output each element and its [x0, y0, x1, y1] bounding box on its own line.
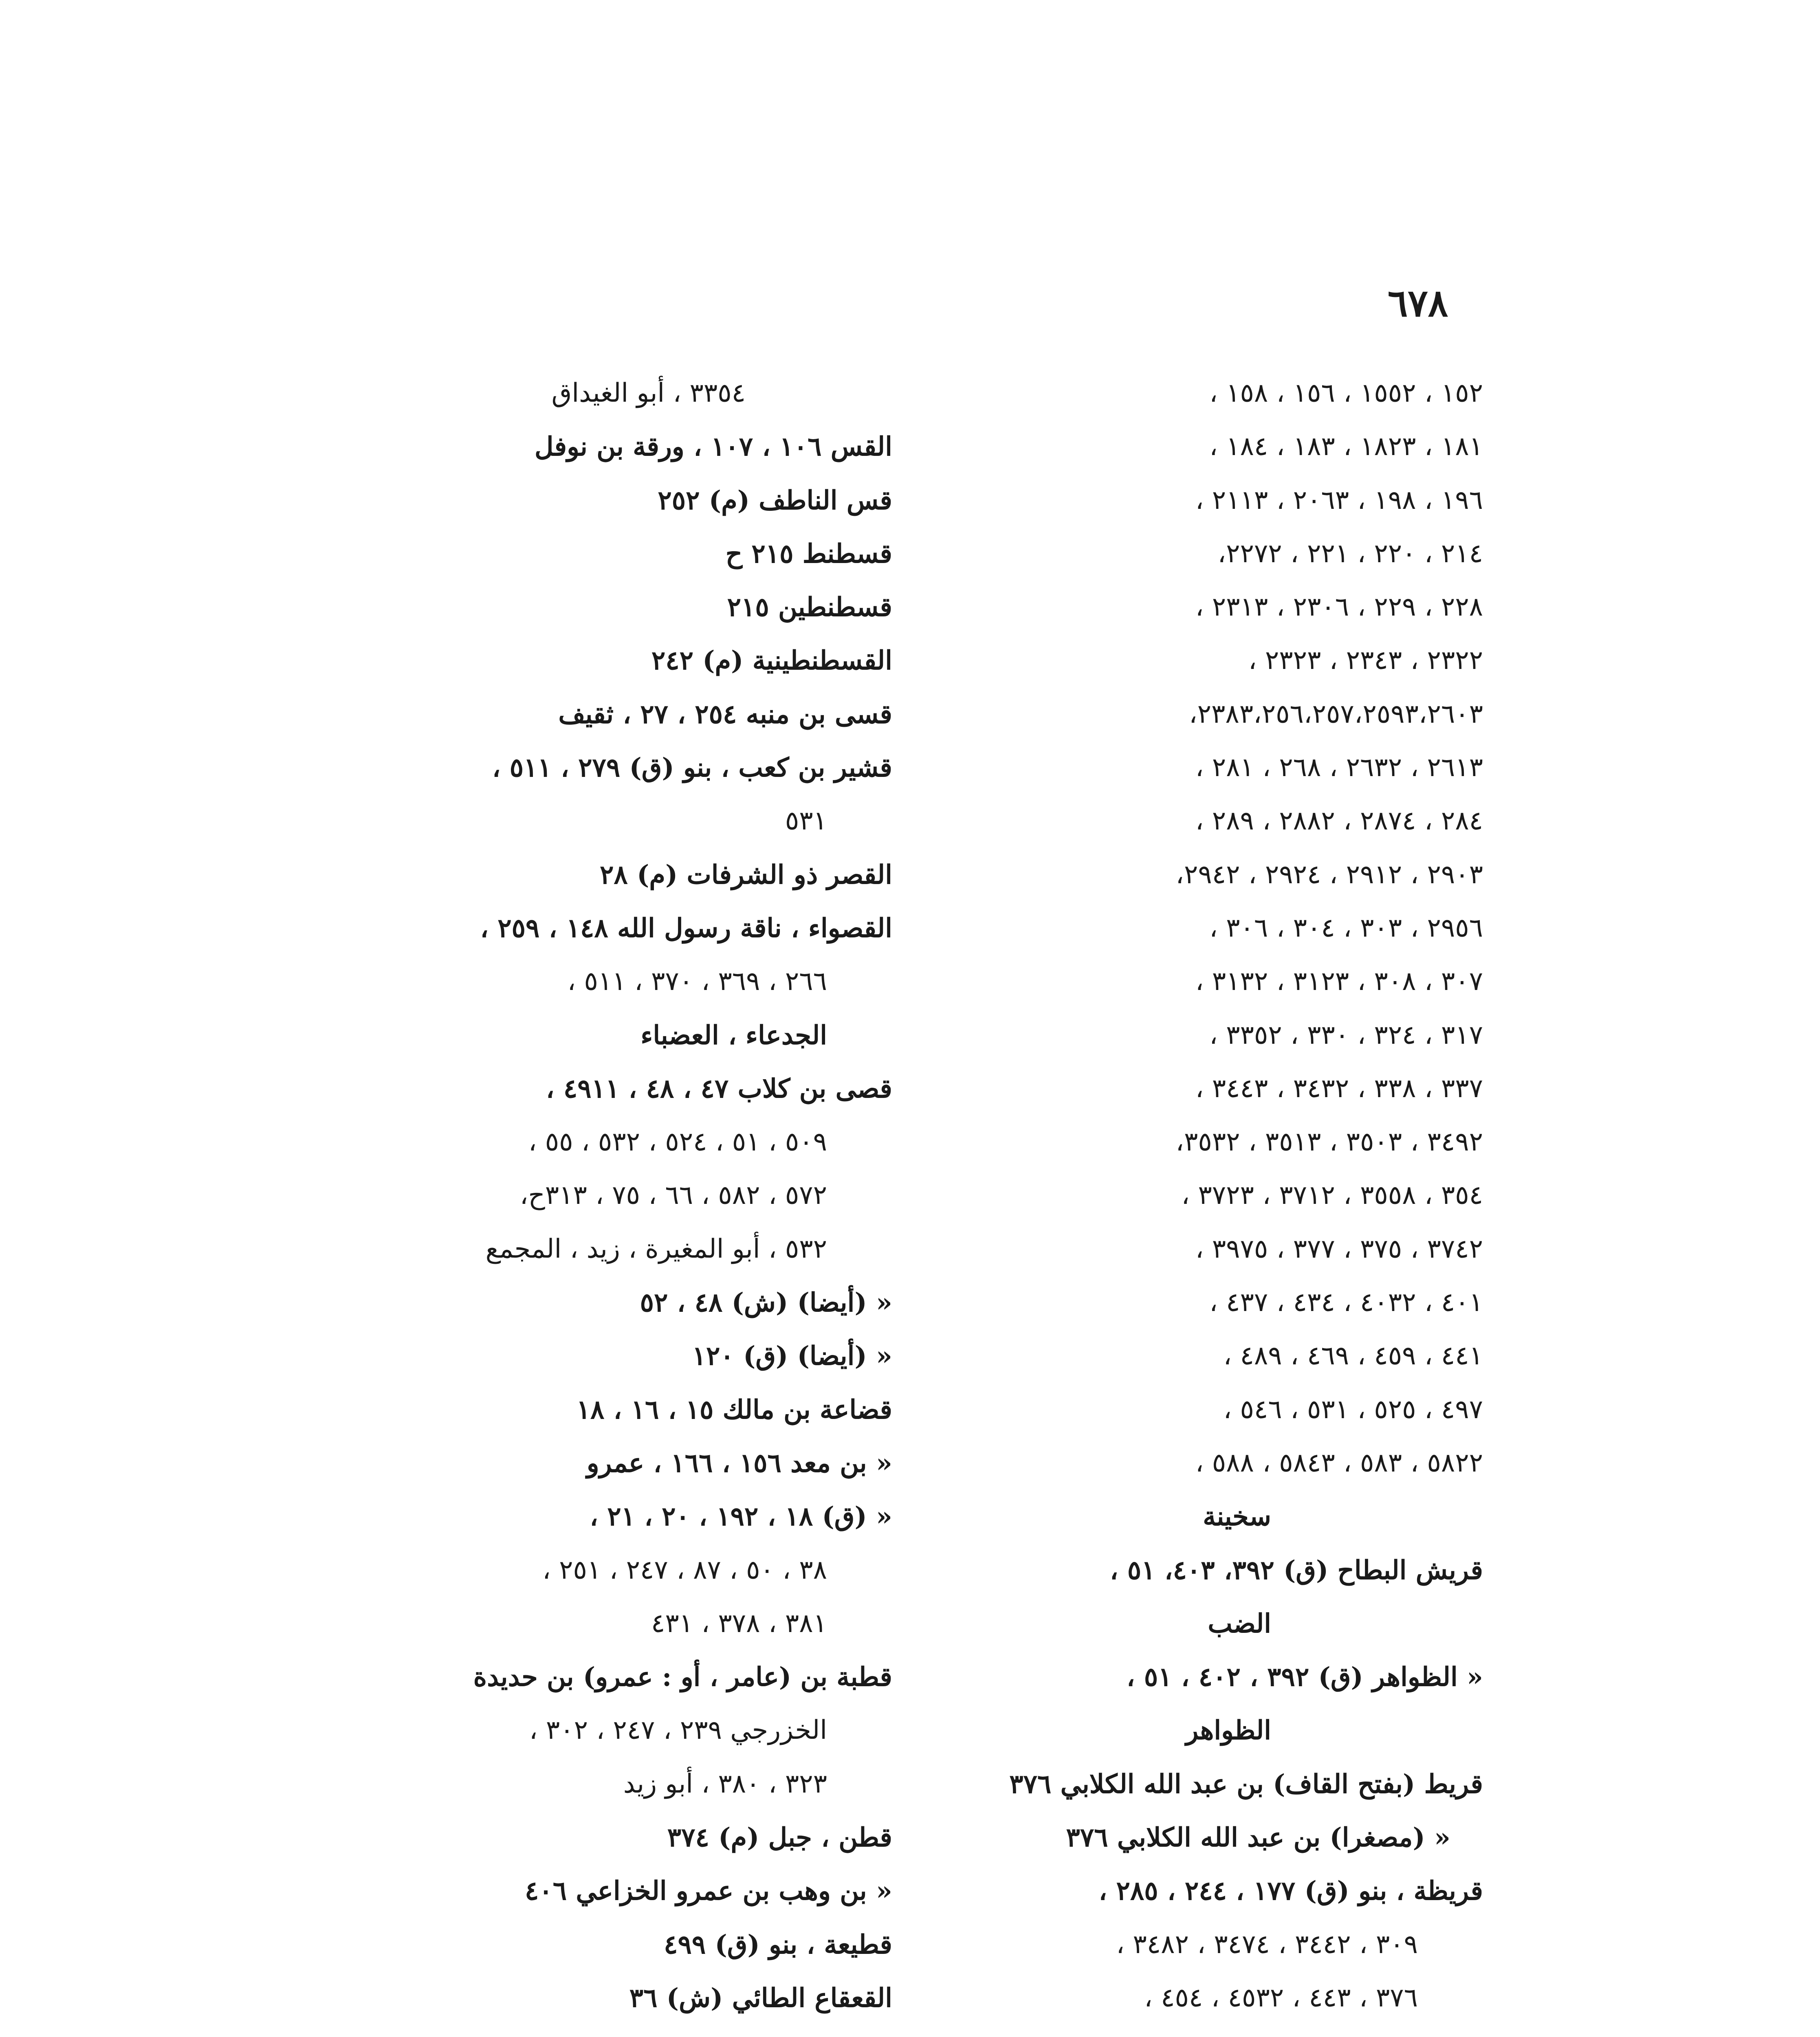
- index-line: ٥٣٢ ، أبو المغيرة ، زيد ، المجمع: [485, 1234, 827, 1264]
- index-entry: قشير بن كعب ، بنو (ق) ٢٧٩ ، ٥١١ ،: [492, 752, 892, 783]
- index-entry: « بن وهب بن عمرو الخزاعي ٤٠٦: [525, 1876, 892, 1907]
- index-cross-reference: سخينة: [1203, 1501, 1271, 1532]
- index-line: ٢٣٨٣،٢٥٦،٢٥٧،٢٥٩٣،٢٦٠٣،: [1188, 699, 1483, 729]
- index-line: ٢١٤ ، ٢٢٠ ، ٢٢١ ، ٢٢٧٢،: [1217, 538, 1483, 569]
- index-cross-reference: الجدعاء ، العضباء: [640, 1020, 827, 1051]
- index-entry: القصر ذو الشرفات (م) ٢٨: [600, 859, 892, 890]
- index-line: ٥٠٩ ، ٥١ ، ٥٢٤ ، ٥٣٢ ، ٥٥ ،: [528, 1127, 827, 1157]
- index-line: ٢٣٢٢ ، ٢٣٤٣ ، ٢٣٢٣ ،: [1248, 645, 1483, 676]
- index-line: ٣٨ ، ٥٠ ، ٨٧ ، ٢٤٧ ، ٢٥١ ،: [542, 1555, 827, 1585]
- index-line: ٢٢٨ ، ٢٢٩ ، ٢٣٠٦ ، ٢٣١٣ ،: [1195, 592, 1483, 623]
- index-line: ٢٦٦ ، ٣٦٩ ، ٣٧٠ ، ٥١١ ،: [567, 966, 827, 997]
- index-column-right: [945, 367, 1483, 2037]
- index-line: ٢٩٥٦ ، ٣٠٣ ، ٣٠٤ ، ٣٠٦ ،: [1209, 913, 1483, 943]
- index-entry: القسطنطينية (م) ٢٤٢: [651, 645, 892, 676]
- index-entry: « (ق) ١٨ ، ١٩٢ ، ٢٠ ، ٢١ ،: [590, 1501, 892, 1532]
- index-line: ٣٣٧ ، ٣٣٨ ، ٣٤٣٢ ، ٣٤٤٣ ،: [1195, 1073, 1483, 1104]
- index-entry: « الظواهر (ق) ٣٩٢ ، ٤٠٢ ، ٥١ ،: [1126, 1662, 1483, 1693]
- index-line: الخزرجي ٢٣٩ ، ٢٤٧ ، ٣٠٢ ،: [529, 1715, 827, 1746]
- index-line: ٣٤٩٢ ، ٣٥٠٣ ، ٣٥١٣ ، ٣٥٣٢،: [1175, 1127, 1483, 1157]
- index-line: ١٨١ ، ١٨٢٣ ، ١٨٣ ، ١٨٤ ،: [1209, 431, 1483, 462]
- index-entry: قسطنط ٢١٥ ح: [725, 538, 892, 569]
- index-entry: القصواء ، ناقة رسول الله ١٤٨ ، ٢٥٩ ،: [480, 913, 892, 944]
- index-entry: [354, 2025, 892, 2037]
- index-entry: القس ١٠٦ ، ١٠٧ ، ورقة بن نوفل: [535, 431, 892, 462]
- index-entry: قصى بن كلاب ٤٧ ، ٤٨ ، ٤٩١١ ،: [546, 1073, 892, 1104]
- index-entry: قضاعة بن مالك ١٥ ، ١٦ ، ١٨: [576, 1394, 892, 1425]
- index-line: ٣٧٤٢ ، ٣٧٥ ، ٣٧٧ ، ٣٩٧٥ ،: [1195, 1234, 1483, 1264]
- index-entry: قطبة بن (عامر ، أو : عمرو) بن حديدة: [473, 1662, 892, 1693]
- index-cross-reference: الظواهر: [1186, 1715, 1271, 1746]
- index-entry: قطيعة ، بنو (ق) ٤٩٩: [664, 1929, 892, 1960]
- index-line: ٣٣٥٤ ، أبو الغيداق: [551, 378, 746, 408]
- index-line: ٣٥٤ ، ٣٥٥٨ ، ٣٧١٢ ، ٣٧٢٣ ،: [1181, 1180, 1483, 1211]
- index-line: ٣٠٩ ، ٣٤٤٢ ، ٣٤٧٤ ، ٣٤٨٢ ،: [1116, 1929, 1418, 1960]
- index-entry: قطن ، جبل (م) ٣٧٤: [667, 1822, 892, 1853]
- index-entry: قريظة ، بنو (ق) ١٧٧ ، ٢٤٤ ، ٢٨٥ ،: [1098, 1876, 1483, 1907]
- index-line: ٤٠١ ، ٤٠٣٢ ، ٤٣٤ ، ٤٣٧ ،: [1209, 1287, 1483, 1318]
- index-line: ٥٧٢ ، ٥٨٢ ، ٦٦ ، ٧٥ ، ٣١٣ح،: [519, 1180, 827, 1211]
- index-line: ٥٨٢٢ ، ٥٨٣ ، ٥٨٤٣ ، ٥٨٨ ،: [1195, 1447, 1483, 1478]
- index-line: ٥٣١: [785, 806, 827, 836]
- index-line: ٢٦١٣ ، ٢٦٣٢ ، ٢٦٨ ، ٢٨١ ،: [1195, 752, 1483, 783]
- index-line: [945, 2025, 1483, 2037]
- index-entry: قريط (بفتح القاف) بن عبد الله الكلابي ٣٧٦: [1009, 1769, 1483, 1799]
- index-line: ٤٤١ ، ٤٥٩ ، ٤٦٩ ، ٤٨٩ ،: [1223, 1341, 1483, 1371]
- index-line: ٢٩٠٣ ، ٢٩١٢ ، ٢٩٢٤ ، ٢٩٤٢،: [1175, 859, 1483, 890]
- index-column-left: [354, 367, 892, 2037]
- index-line: ٣١٧ ، ٣٢٤ ، ٣٣٠ ، ٣٣٥٢ ،: [1209, 1020, 1483, 1050]
- index-line: ٤٩٧ ، ٥٢٥ ، ٥٣١ ، ٥٤٦ ،: [1223, 1394, 1483, 1425]
- index-entry: القعقاع الطائي (ش) ٣٦: [629, 1982, 892, 2013]
- index-cross-reference: الضب: [1208, 1608, 1271, 1639]
- index-entry: قسى بن منبه ٢٥٤ ، ٢٧ ، ثقيف: [558, 699, 892, 730]
- index-line: ٣٠٧ ، ٣٠٨ ، ٣١٢٣ ، ٣١٣٢ ،: [1195, 966, 1483, 997]
- index-line: ٣٧٦ ، ٤٤٣ ، ٤٥٣٢ ، ٤٥٤ ،: [1144, 1982, 1418, 2013]
- index-line: ١٥٢ ، ١٥٥٢ ، ١٥٦ ، ١٥٨ ،: [1209, 378, 1483, 408]
- page-number: ٦٧٨: [1387, 281, 1448, 325]
- index-line: ١٩٦ ، ١٩٨ ، ٢٠٦٣ ، ٢١١٣ ،: [1195, 485, 1483, 515]
- index-entry: « (أيضا) (ش) ٤٨ ، ٥٢: [640, 1287, 892, 1318]
- index-entry: قريش البطاح (ق) ٣٩٢، ٤٠٣، ٥١ ،: [1109, 1555, 1483, 1586]
- index-line: ٣٨١ ، ٣٧٨ ، ٤٣١: [651, 1608, 827, 1639]
- index-entry: قس الناطف (م) ٢٥٢: [658, 485, 892, 516]
- index-entry: قسطنطين ٢١٥: [727, 592, 892, 623]
- index-entry: « (أيضا) (ق) ١٢٠: [692, 1341, 892, 1372]
- index-entry: « (مصغرا) بن عبد الله الكلابي ٣٧٦: [1066, 1822, 1450, 1853]
- index-entry: « بن معد ١٥٦ ، ١٦٦ ، عمرو: [586, 1447, 892, 1478]
- index-line: ٣٢٣ ، ٣٨٠ ، أبو زيد: [623, 1769, 827, 1799]
- index-line: ٢٨٤ ، ٢٨٧٤ ، ٢٨٨٢ ، ٢٨٩ ،: [1195, 806, 1483, 836]
